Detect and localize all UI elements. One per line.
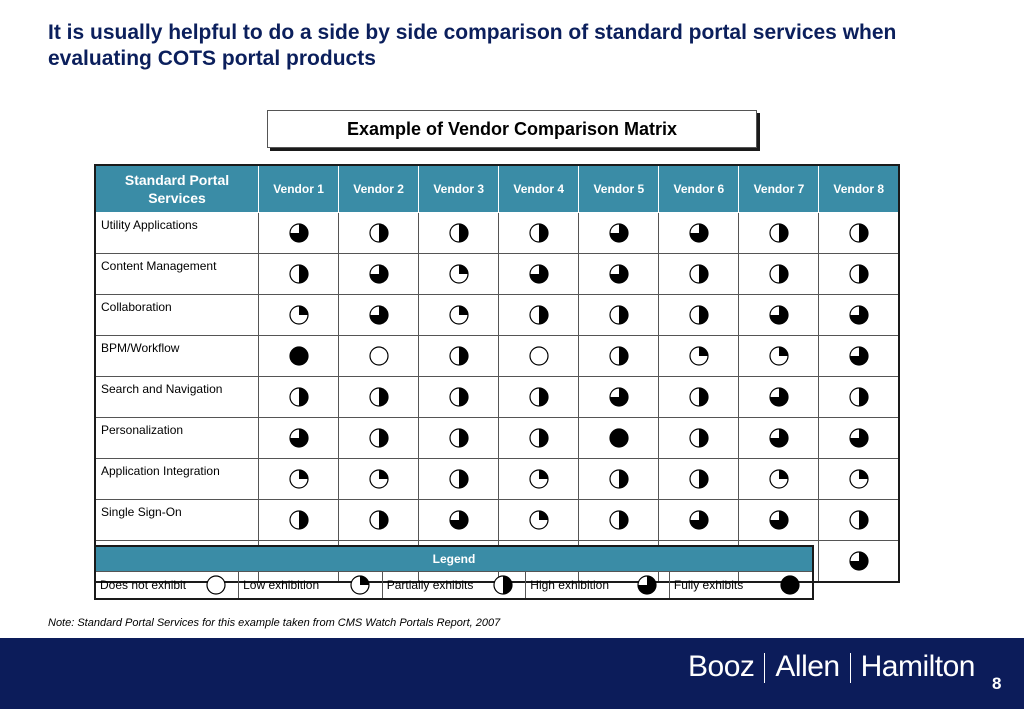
harvey-ball-icon (849, 510, 869, 530)
harvey-ball-icon (493, 575, 513, 595)
rating-cell (819, 500, 899, 541)
harvey-ball-icon (689, 223, 709, 243)
legend-item (239, 572, 383, 600)
rating-cell (419, 500, 499, 541)
vendor-header: Vendor 5 (579, 165, 659, 213)
rating-cell (419, 377, 499, 418)
rating-cell (819, 541, 899, 583)
rating-cell (579, 295, 659, 336)
rating-cell (339, 254, 419, 295)
rating-cell (499, 254, 579, 295)
vendor-header: Vendor 3 (419, 165, 499, 213)
rating-cell (579, 418, 659, 459)
harvey-ball-icon (369, 428, 389, 448)
harvey-ball-icon (289, 387, 309, 407)
rating-cell (339, 377, 419, 418)
harvey-ball-icon (780, 575, 800, 595)
harvey-ball-icon (609, 428, 629, 448)
service-label: Utility Applications (95, 213, 259, 254)
rating-cell (499, 213, 579, 254)
harvey-ball-icon (609, 346, 629, 366)
harvey-ball-icon (849, 305, 869, 325)
rating-cell (339, 336, 419, 377)
matrix-row (95, 418, 899, 459)
vendor-comparison-matrix (94, 164, 900, 583)
services-header: Standard Portal Services (95, 165, 259, 213)
footer-bar (0, 638, 1024, 709)
harvey-ball-icon (849, 387, 869, 407)
rating-cell (659, 418, 739, 459)
legend-table (94, 545, 814, 600)
harvey-ball-icon (769, 387, 789, 407)
harvey-ball-icon (769, 346, 789, 366)
rating-cell (579, 254, 659, 295)
rating-cell (739, 336, 819, 377)
rating-cell (259, 213, 339, 254)
matrix-row (95, 336, 899, 377)
page-number: 8 (992, 674, 1002, 693)
legend-item (382, 572, 526, 600)
harvey-ball-icon (769, 510, 789, 530)
harvey-ball-icon (689, 428, 709, 448)
rating-cell (339, 418, 419, 459)
harvey-ball-icon (849, 223, 869, 243)
service-label: Application Integration (95, 459, 259, 500)
vendor-header: Vendor 4 (499, 165, 579, 213)
harvey-ball-icon (289, 264, 309, 284)
harvey-ball-icon (769, 428, 789, 448)
harvey-ball-icon (289, 346, 309, 366)
harvey-ball-icon (449, 510, 469, 530)
service-label: Personalization (95, 418, 259, 459)
harvey-ball-icon (369, 264, 389, 284)
rating-cell (739, 254, 819, 295)
rating-cell (659, 254, 739, 295)
service-label: Single Sign-On (95, 500, 259, 541)
harvey-ball-icon (689, 387, 709, 407)
harvey-ball-icon (529, 469, 549, 489)
slide-title: It is usually helpful to do a side by side comparison of standard portal services when evaluating COTS portal products (48, 21, 897, 70)
service-label: Search and Navigation (95, 377, 259, 418)
matrix-row (95, 213, 899, 254)
harvey-ball-icon (449, 264, 469, 284)
harvey-ball-icon (689, 264, 709, 284)
harvey-ball-icon (449, 223, 469, 243)
harvey-ball-icon (637, 575, 657, 595)
matrix-row (95, 459, 899, 500)
harvey-ball-icon (206, 575, 226, 595)
harvey-ball-icon (609, 510, 629, 530)
harvey-ball-icon (369, 346, 389, 366)
rating-cell (739, 459, 819, 500)
rating-cell (259, 377, 339, 418)
rating-cell (499, 500, 579, 541)
harvey-ball-icon (449, 387, 469, 407)
harvey-ball-icon (369, 305, 389, 325)
service-label: Content Management (95, 254, 259, 295)
rating-cell (499, 336, 579, 377)
harvey-ball-icon (449, 305, 469, 325)
harvey-ball-icon (849, 428, 869, 448)
rating-cell (819, 418, 899, 459)
harvey-ball-icon (849, 346, 869, 366)
rating-cell (259, 418, 339, 459)
harvey-ball-icon (529, 264, 549, 284)
harvey-ball-icon (529, 510, 549, 530)
rating-cell (339, 295, 419, 336)
rating-cell (819, 295, 899, 336)
matrix-row (95, 295, 899, 336)
rating-cell (419, 254, 499, 295)
vendor-header: Vendor 7 (739, 165, 819, 213)
harvey-ball-icon (609, 305, 629, 325)
logo-divider (850, 653, 851, 683)
harvey-ball-icon (849, 264, 869, 284)
matrix-header-row (95, 165, 899, 213)
harvey-ball-icon (529, 346, 549, 366)
rating-cell (259, 459, 339, 500)
company-logo (688, 650, 975, 684)
legend-label: Fully exhibits (673, 578, 744, 592)
legend-title: Legend (95, 546, 813, 572)
harvey-ball-icon (369, 387, 389, 407)
service-label: BPM/Workflow (95, 336, 259, 377)
rating-cell (339, 459, 419, 500)
harvey-ball-icon (369, 223, 389, 243)
harvey-ball-icon (609, 264, 629, 284)
legend-label: Low exhibition (243, 578, 320, 592)
harvey-ball-icon (849, 551, 869, 571)
vendor-header: Vendor 2 (339, 165, 419, 213)
legend-item (526, 572, 670, 600)
rating-cell (579, 377, 659, 418)
service-label: Collaboration (95, 295, 259, 336)
rating-cell (659, 500, 739, 541)
source-note: Note: Standard Portal Services for this example taken from CMS Watch Portals Report, 2007 (48, 617, 501, 629)
harvey-ball-icon (289, 469, 309, 489)
rating-cell (819, 377, 899, 418)
harvey-ball-icon (689, 510, 709, 530)
rating-cell (579, 500, 659, 541)
harvey-ball-icon (289, 305, 309, 325)
rating-cell (339, 213, 419, 254)
matrix-row (95, 254, 899, 295)
rating-cell (819, 459, 899, 500)
harvey-ball-icon (289, 428, 309, 448)
logo-divider (764, 653, 765, 683)
harvey-ball-icon (769, 469, 789, 489)
harvey-ball-icon (529, 223, 549, 243)
rating-cell (819, 213, 899, 254)
rating-cell (659, 213, 739, 254)
matrix-row (95, 377, 899, 418)
harvey-ball-icon (289, 510, 309, 530)
harvey-ball-icon (369, 469, 389, 489)
logo-word: Booz (688, 650, 755, 683)
vendor-header: Vendor 8 (819, 165, 899, 213)
rating-cell (579, 459, 659, 500)
rating-cell (419, 213, 499, 254)
rating-cell (499, 377, 579, 418)
legend-label: Partially exhibits (386, 578, 474, 592)
harvey-ball-icon (769, 264, 789, 284)
rating-cell (739, 295, 819, 336)
harvey-ball-icon (609, 387, 629, 407)
harvey-ball-icon (769, 305, 789, 325)
rating-cell (739, 418, 819, 459)
rating-cell (659, 377, 739, 418)
rating-cell (339, 500, 419, 541)
harvey-ball-icon (529, 387, 549, 407)
harvey-ball-icon (689, 346, 709, 366)
vendor-header: Vendor 1 (259, 165, 339, 213)
rating-cell (419, 336, 499, 377)
rating-cell (659, 336, 739, 377)
vendor-header: Vendor 6 (659, 165, 739, 213)
logo-word: Allen (775, 650, 840, 683)
legend-item (669, 572, 813, 600)
rating-cell (259, 254, 339, 295)
harvey-ball-icon (609, 469, 629, 489)
harvey-ball-icon (689, 305, 709, 325)
rating-cell (659, 295, 739, 336)
harvey-ball-icon (529, 428, 549, 448)
rating-cell (819, 254, 899, 295)
rating-cell (659, 459, 739, 500)
rating-cell (419, 295, 499, 336)
legend-item (95, 572, 239, 600)
rating-cell (739, 213, 819, 254)
harvey-ball-icon (449, 469, 469, 489)
rating-cell (499, 459, 579, 500)
logo-word: Hamilton (860, 650, 975, 683)
rating-cell (739, 377, 819, 418)
harvey-ball-icon (689, 469, 709, 489)
rating-cell (739, 500, 819, 541)
rating-cell (419, 418, 499, 459)
matrix-row (95, 500, 899, 541)
harvey-ball-icon (529, 305, 549, 325)
harvey-ball-icon (609, 223, 629, 243)
rating-cell (259, 336, 339, 377)
legend-label: High exhibition (530, 578, 609, 592)
rating-cell (499, 418, 579, 459)
harvey-ball-icon (449, 428, 469, 448)
harvey-ball-icon (849, 469, 869, 489)
harvey-ball-icon (449, 346, 469, 366)
rating-cell (259, 500, 339, 541)
legend-label: Does not exhibit (100, 578, 187, 592)
harvey-ball-icon (350, 575, 370, 595)
rating-cell (579, 336, 659, 377)
rating-cell (499, 295, 579, 336)
harvey-ball-icon (289, 223, 309, 243)
rating-cell (579, 213, 659, 254)
harvey-ball-icon (369, 510, 389, 530)
matrix-title: Example of Vendor Comparison Matrix (267, 110, 757, 148)
harvey-ball-icon (769, 223, 789, 243)
rating-cell (419, 459, 499, 500)
rating-cell (259, 295, 339, 336)
rating-cell (819, 336, 899, 377)
